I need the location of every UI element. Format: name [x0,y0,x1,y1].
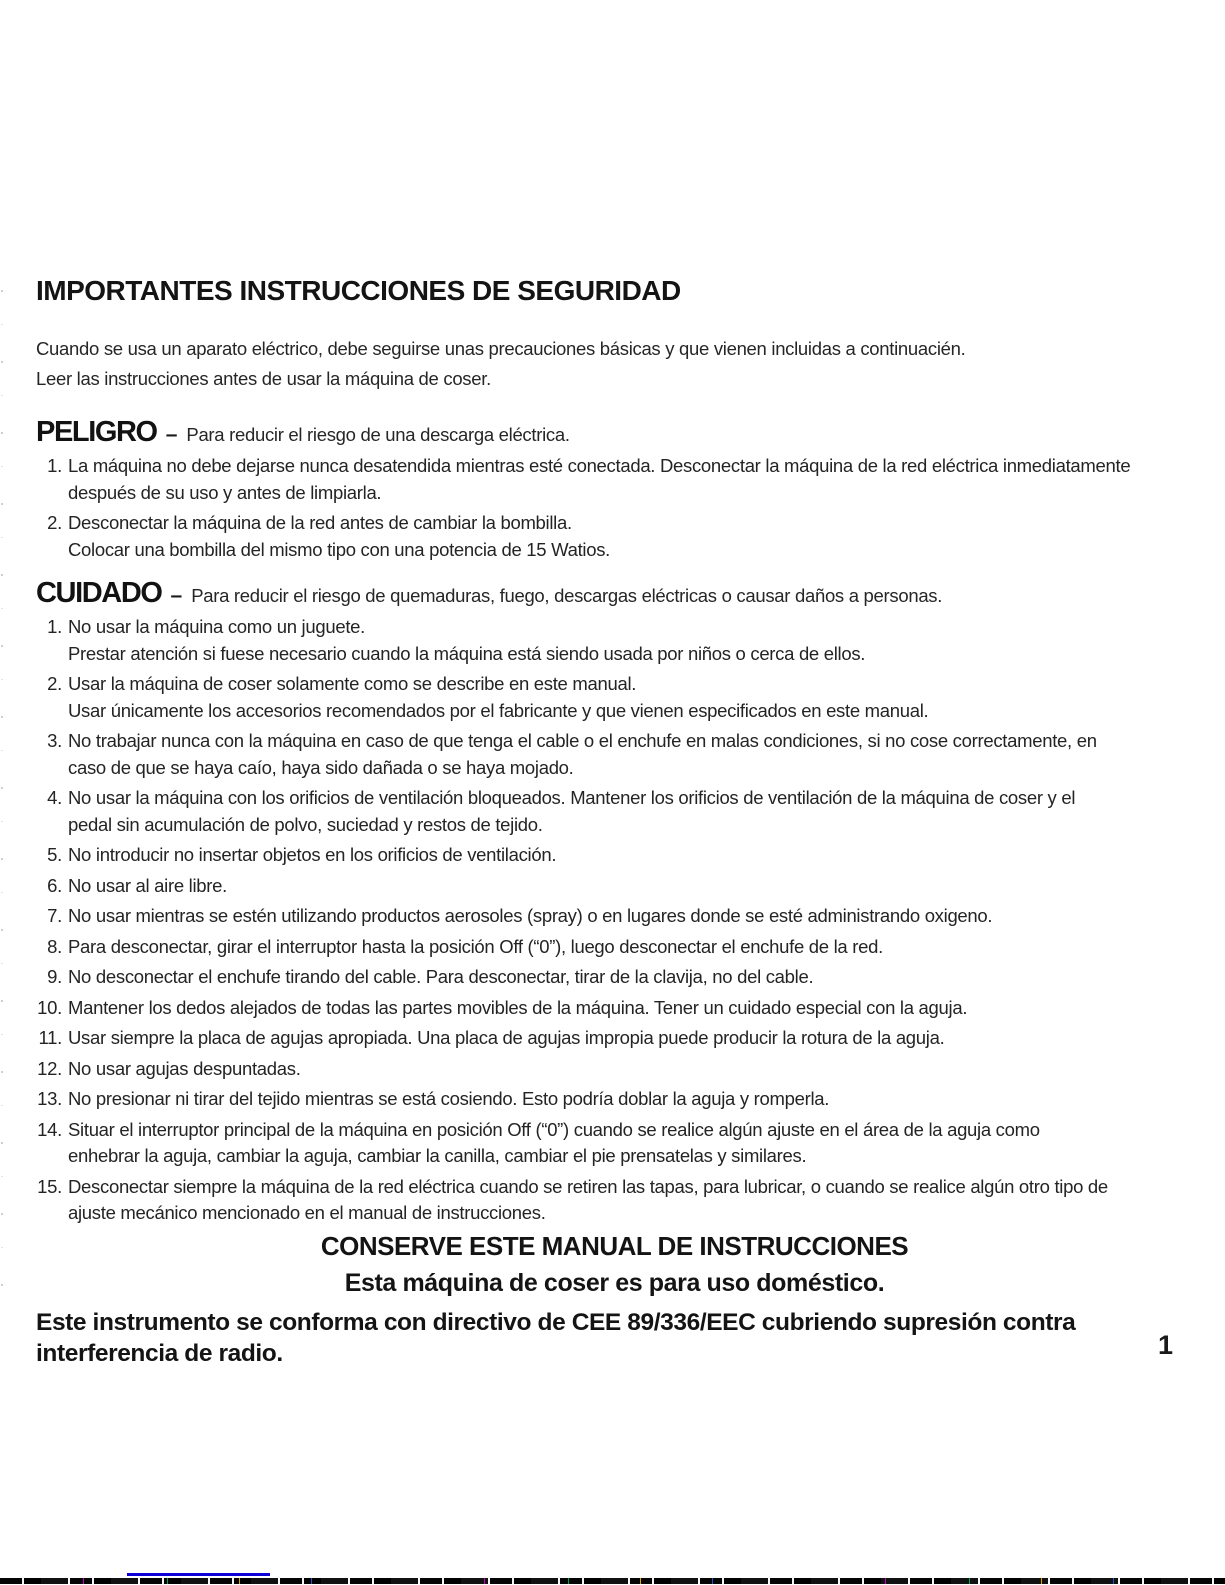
list-item [36,728,1193,781]
item-number: 14. [37,1118,62,1140]
item-line: No usar la máquina con los orificios de ventilación bloqueados. Mantener los orificios de ventilación de la máquina de coser y el [68,787,1076,808]
numbered-list [36,453,1193,563]
list-item [36,995,1193,1022]
item-number: 12. [37,1057,62,1079]
section-cuidado [36,575,1193,1227]
section-subtitle: Para reducir el riesgo de una descarga eléctrica. [186,424,570,445]
list-item [36,785,1193,838]
item-line: No introducir no insertar objetos en los orificios de ventilación. [68,844,557,865]
section-peligro [36,414,1193,563]
section-title: CUIDADO [36,577,162,609]
item-text [68,614,865,667]
section-title: PELIGRO [36,416,157,448]
list-item [36,1025,1193,1052]
item-line: pedal sin acumulación de polvo, suciedad y restos de tejido. [68,813,543,835]
item-number: 13. [37,1088,62,1109]
item-text [68,728,1097,781]
item-line: No desconectar el enchufe tirando del cable. Para desconectar, tirar de la clavija, no del cable. [68,966,814,987]
compliance-paragraph [36,1307,1193,1369]
list-item [36,934,1193,961]
safety-sections [36,414,1193,1227]
section-heading-peligro [36,414,1193,453]
item-text [68,1174,1108,1227]
list-item [36,903,1193,930]
dash-separator: – [170,584,183,607]
item-number: 10. [37,996,62,1018]
item-line: No presionar ni tirar del tejido mientras se está cosiendo. Esto podría doblar la aguja y romperla. [68,1088,830,1109]
item-line: No trabajar nunca con la máquina en caso de que tenga el cable o el enchufe en malas condiciones, si no cose correctamente, en [68,730,1097,751]
item-text [68,1086,829,1113]
item-line: Para desconectar, girar el interruptor hasta la posición Off (“0”), luego desconectar el enchufe de la red. [68,935,883,957]
item-text [68,964,813,991]
item-line: ajuste mecánico mencionado en el manual de instrucciones. [68,1202,546,1223]
list-item [36,842,1193,869]
blue-underline-mark [127,1573,270,1576]
scan-bottom-edge [0,1578,1225,1584]
item-line: Situar el interruptor principal de la máquina en posición Off (“0”) cuando se realice algún ajuste en el área de la aguja como [68,1118,1040,1140]
dash-separator: – [165,423,178,446]
list-item [36,1086,1193,1113]
item-number: 5. [47,844,62,865]
intro-line: Cuando se usa un aparato eléctrico, debe seguirse unas precauciones básicas y que vienen incluidas a continuacién. [36,338,966,359]
item-text [68,1117,1040,1170]
item-line: Usar siempre la placa de agujas apropiada. Una placa de agujas impropia puede producir la rotura de la aguja. [68,1027,945,1048]
item-text [68,842,556,869]
page-title: IMPORTANTES INSTRUCCIONES DE SEGURIDAD [36,275,681,306]
item-number: 6. [47,874,62,896]
scan-left-noise [1,290,3,1310]
item-line: No usar la máquina como un juguete. [68,616,365,637]
list-item [36,614,1193,667]
numbered-list [36,614,1193,1227]
item-line: caso de que se haya caío, haya sido dañada o se haya mojado. [68,756,574,778]
item-line: Desconectar la máquina de la red antes de cambiar la bombilla. [68,512,572,533]
item-number: 11. [38,1027,62,1048]
list-item [36,1117,1193,1170]
item-line: Usar únicamente los accesorios recomendados por el fabricante y que vienen especificados en este manual. [68,699,929,721]
item-number: 3. [47,730,62,751]
item-line: No usar mientras se estén utilizando productos aerosoles (spray) o en lugares donde se esté administrando oxigeno. [68,905,993,926]
item-line: No usar al aire libre. [68,874,227,896]
item-line: después de su uso y antes de limpiarla. [68,481,382,503]
item-text [68,510,610,563]
list-item [36,1056,1193,1083]
item-number: 2. [47,512,62,533]
item-line: enhebrar la aguja, cambiar la aguja, cambiar la canilla, cambiar el pie prensatelas y similares. [68,1145,807,1166]
section-heading-cuidado [36,575,1193,614]
list-item [36,873,1193,900]
item-text [68,785,1075,838]
item-number: 1. [47,616,62,637]
item-line: Usar la máquina de coser solamente como se describe en este manual. [68,673,637,694]
item-number: 1. [47,455,62,476]
item-text [68,903,992,930]
item-line: Desconectar siempre la máquina de la red eléctrica cuando se retiren las tapas, para lubricar, o cuando se realice algún otro tipo de [68,1175,1108,1197]
item-line: Prestar atención si fuese necesario cuando la máquina está siendo usada por niños o cerca de ellos. [68,642,866,664]
item-line: Colocar una bombilla del mismo tipo con una potencia de 15 Watios. [68,538,611,560]
item-text [68,453,1130,506]
item-number: 7. [47,905,62,926]
compliance-line: interferencia de radio. [36,1339,283,1367]
list-item [36,510,1193,563]
item-line: No usar agujas despuntadas. [68,1057,301,1079]
list-item [36,453,1193,506]
item-text [68,671,928,724]
section-subtitle: Para reducir el riesgo de quemaduras, fuego, descargas eléctricas o causar daños a personas. [191,585,943,606]
item-number: 4. [47,787,62,808]
item-number: 15. [37,1175,62,1197]
item-line: La máquina no debe dejarse nunca desatendida mientras esté conectada. Desconectar la máquina de la red eléctrica inmediatamente [68,455,1131,476]
item-line: Mantener los dedos alejados de todas las partes movibles de la máquina. Tener un cuidado especial con la aguja. [68,996,968,1018]
manual-page-content [36,276,1193,1369]
list-item [36,964,1193,991]
item-number: 8. [47,935,62,957]
item-text [68,1025,944,1052]
item-text [68,995,967,1022]
page-number: 1 [1158,1330,1173,1360]
list-item [36,671,1193,724]
intro-line: Leer las instrucciones antes de usar la máquina de coser. [36,368,491,389]
domestic-use-line: Esta máquina de coser es para uso doméstico. [344,1268,885,1297]
item-text [68,1056,301,1083]
item-text [68,934,883,961]
item-number: 9. [47,966,62,987]
item-number: 2. [47,673,62,694]
list-item [36,1174,1193,1227]
intro-paragraph [36,334,1193,394]
item-text [68,873,227,900]
conserve-heading: CONSERVE ESTE MANUAL DE INSTRUCCIONES [320,1230,909,1261]
compliance-line: Este instrumento se conforma con directivo de CEE 89/336/EEC cubriendo supresión contra [36,1308,1076,1336]
